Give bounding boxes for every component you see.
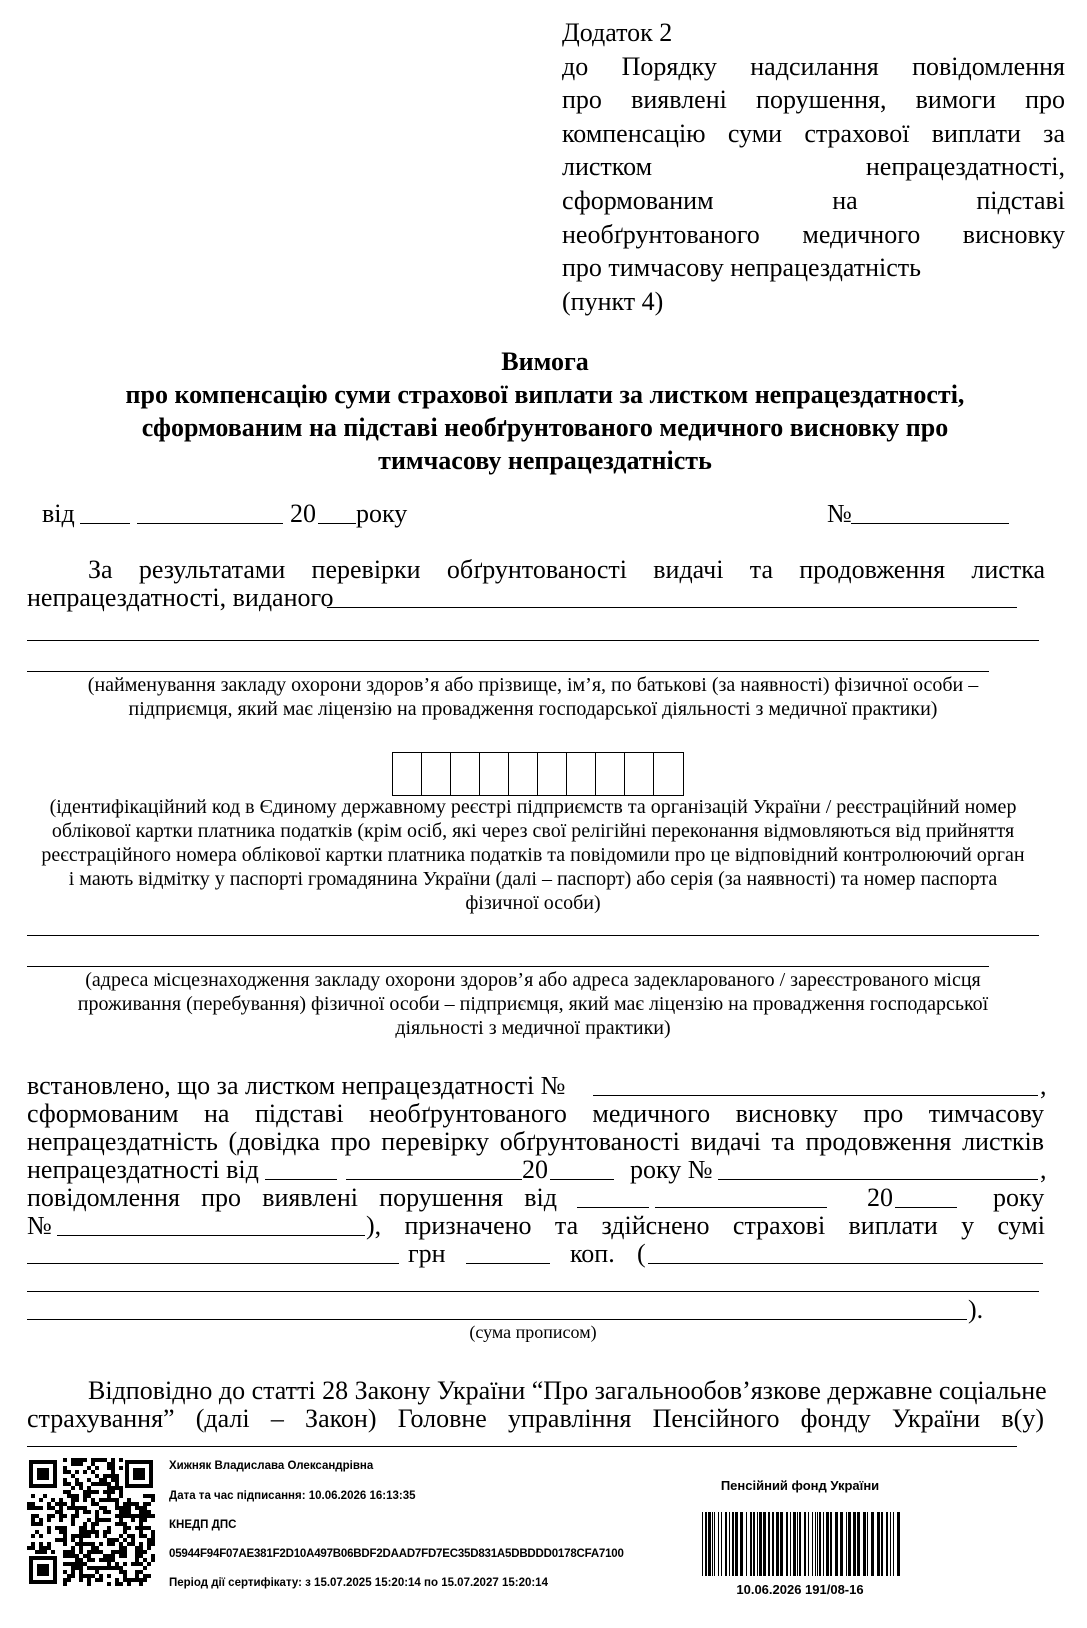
open-paren: ( <box>637 1239 646 1268</box>
id-code-boxes[interactable] <box>392 752 684 796</box>
comma: , <box>1040 1155 1047 1184</box>
para3-line2: страхування” (далі – Закон) Головне управління Пенсійного фонду України в(у) <box>27 1404 1044 1433</box>
title-line: Вимога <box>501 347 589 376</box>
annex-line: листком непрацездатності, <box>562 152 1065 182</box>
para1-line1: За результатами перевірки обґрунтованості видачі та продовження листка <box>88 555 1045 584</box>
close-paren: ). <box>968 1295 984 1324</box>
id-code-cell[interactable] <box>509 753 538 795</box>
amount-words-blank-2[interactable] <box>27 1291 1039 1292</box>
certificate-validity: Період дії сертифікату: з 15.07.2025 15:20:14 по 15.07.2027 15:20:14 <box>169 1577 548 1589</box>
annex-line: Додаток 2 <box>562 18 673 47</box>
annex-line: сформованим на підставі <box>562 185 1065 215</box>
annex-line: (пункт 4) <box>562 286 664 316</box>
id-code-cell[interactable] <box>538 753 567 795</box>
address-blank-2[interactable] <box>27 966 989 967</box>
annex-line: необґрунтованого медичного висновку <box>562 219 1065 249</box>
year-word: року <box>356 499 408 528</box>
annex-line: до Порядку надсилання повідомлення <box>562 51 1065 81</box>
annex-block <box>562 16 1065 318</box>
caption-address: (адреса місцезнаходження закладу охорони здоров’я або адреса задекларованого / зареєстрованого місця проживання (перебування) фізичної особи – підприємця, який має ліцензію на провадження господарської діяльності з медичної практики) <box>77 969 989 1039</box>
notice-year-word: року <box>993 1183 1045 1212</box>
id-code-cell[interactable] <box>567 753 596 795</box>
notice-month-blank[interactable] <box>655 1207 827 1208</box>
caption-amount-words: (сума прописом) <box>469 1322 597 1342</box>
title-line: тимчасову непрацездатність <box>378 446 712 475</box>
cert-year-blank[interactable] <box>550 1179 614 1180</box>
id-code-cell[interactable] <box>393 753 422 795</box>
cert-month-blank[interactable] <box>346 1179 522 1180</box>
notice-day-blank[interactable] <box>577 1207 649 1208</box>
number-blank[interactable] <box>851 523 1009 524</box>
day-blank[interactable] <box>80 523 130 524</box>
amount-uah-blank[interactable] <box>27 1263 399 1264</box>
title-line: про компенсацію суми страхової виплати за листком непрацездатності, <box>125 380 965 409</box>
amount-kop-blank[interactable] <box>466 1263 550 1264</box>
para2-l5a: повідомлення про виявлені порушення від <box>27 1183 557 1212</box>
department-blank[interactable] <box>27 1446 1017 1447</box>
year-prefix: 20 <box>290 499 316 528</box>
registration-number: 10.06.2026 191/08-16 <box>736 1582 864 1597</box>
cert-day-blank[interactable] <box>265 1179 337 1180</box>
annex-line: про тимчасову непрацездатність <box>562 253 922 283</box>
para3-line1: Відповідно до статті 28 Закону України “Про загальнообов’язкове державне соціальне <box>88 1376 1047 1405</box>
document-title <box>40 345 1050 477</box>
organization-name: Пенсійний фонд України <box>720 1478 880 1493</box>
annex-line: компенсацію суми страхової виплати за <box>562 118 1065 148</box>
comma: , <box>1040 1071 1047 1100</box>
sick-leave-number-blank[interactable] <box>593 1095 1038 1096</box>
id-code-cell[interactable] <box>480 753 509 795</box>
caption-id-code: (ідентифікаційний код в Єдиному державному реєстрі підприємств та організацій України / реєстраційний номер облікової картки платника податків (крім осіб, які через свої релігійні переконання відмовляються від прийняття реєстраційного номера облікової картки платника податків та повідомили про це відповідний контролюючий орган і мають відмітку у паспорті громадянина України (далі – паспорт) або серія (за наявності) та номер паспорта фізичної особи) <box>41 796 1025 914</box>
cert-number-blank[interactable] <box>718 1179 1038 1180</box>
signer-name: Хижняк Владислава Олександрівна <box>169 1460 374 1472</box>
para2-l6b: ), призначено та здійснено страхові виплати у сумі <box>366 1211 1045 1240</box>
para2-l3: непрацездатність (довідка про перевірку обґрунтованості видачі та продовження листків <box>27 1127 1044 1156</box>
certificate-serial: 05944F94F07AE381F2D10A497B06BDF2DAAD7FD7EC35D831A5DBDDD0178CFA7100 <box>169 1548 624 1560</box>
notice-number-blank[interactable] <box>57 1235 365 1236</box>
cert-year-prefix: 20 <box>522 1155 548 1184</box>
notice-number-sign: № <box>27 1211 52 1240</box>
month-blank[interactable] <box>137 523 283 524</box>
barcode-icon <box>702 1512 900 1576</box>
id-code-cell[interactable] <box>654 753 683 795</box>
kned-label: КНЕДП ДПС <box>169 1519 237 1531</box>
year-blank[interactable] <box>318 523 356 524</box>
qr-code-icon <box>27 1458 155 1586</box>
para1-line2: непрацездатності, виданого <box>27 583 334 612</box>
id-code-cell[interactable] <box>596 753 625 795</box>
id-code-cell[interactable] <box>422 753 451 795</box>
para2-l4a: непрацездатності від <box>27 1155 259 1184</box>
id-code-cell[interactable] <box>625 753 654 795</box>
issuer-blank-2[interactable] <box>27 640 1039 641</box>
cert-year-word: року № <box>630 1155 713 1184</box>
title-line: сформованим на підставі необґрунтованого медичного висновку про <box>141 413 949 442</box>
annex-line: про виявлені порушення, вимоги про <box>562 85 1065 115</box>
issuer-blank[interactable] <box>327 607 1017 608</box>
amount-words-blank-1[interactable] <box>648 1263 1043 1264</box>
id-code-cell[interactable] <box>451 753 480 795</box>
kop-label: коп. <box>570 1239 615 1268</box>
notice-year-prefix: 20 <box>867 1183 893 1212</box>
issuer-blank-3[interactable] <box>27 671 989 672</box>
number-sign: № <box>827 499 852 528</box>
date-from-label: від <box>42 499 75 528</box>
uah-label: грн <box>408 1239 446 1268</box>
signed-at: Дата та час підписання: 10.06.2026 16:13:35 <box>169 1490 416 1502</box>
notice-year-blank[interactable] <box>895 1207 957 1208</box>
para2-l2: сформованим на підставі необґрунтованого медичного висновку про тимчасову <box>27 1099 1044 1128</box>
para2-l1a: встановлено, що за листком непрацездатності № <box>27 1071 566 1100</box>
address-blank-1[interactable] <box>27 935 1039 936</box>
caption-institution: (найменування закладу охорони здоров’я або прізвище, ім’я, по батькові (за наявності) фізичної особи – підприємця, який має ліцензію на провадження господарської діяльності з медичної практики) <box>87 674 979 720</box>
